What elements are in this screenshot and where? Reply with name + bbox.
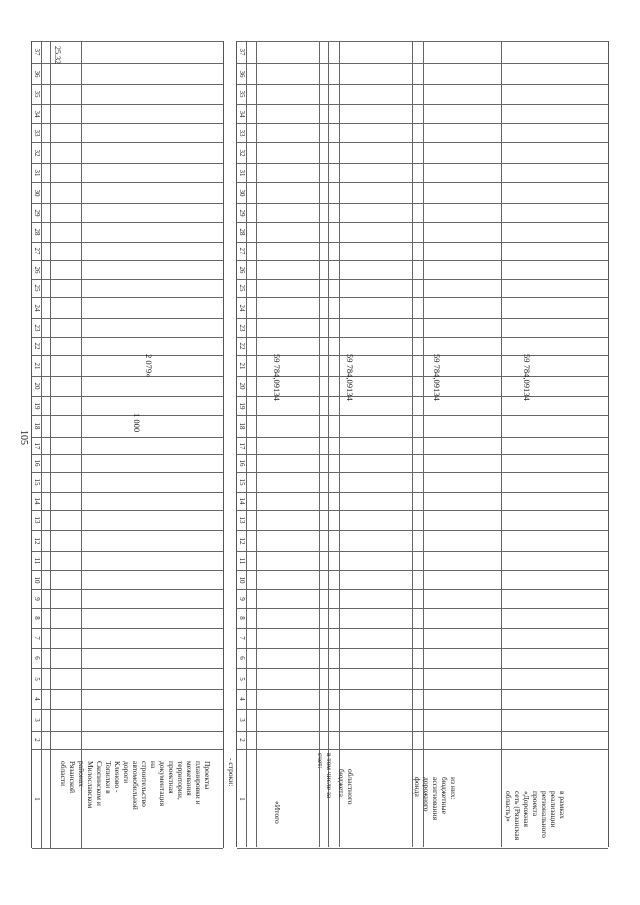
row-divider bbox=[237, 63, 608, 64]
column-number: 2 bbox=[33, 738, 41, 742]
column-number: 22 bbox=[33, 342, 41, 350]
row-divider bbox=[32, 530, 223, 531]
row-divider bbox=[32, 123, 223, 124]
row-divider bbox=[32, 260, 223, 261]
row-divider bbox=[237, 530, 608, 531]
row-divider bbox=[237, 608, 608, 609]
column-number: 6 bbox=[238, 656, 246, 660]
row-divider bbox=[32, 318, 223, 319]
column-number: 34 bbox=[33, 110, 41, 117]
row-divider bbox=[237, 396, 608, 397]
row-divider bbox=[32, 142, 223, 143]
column-number: 15 bbox=[238, 478, 246, 486]
row-divider bbox=[237, 709, 608, 710]
row-divider bbox=[32, 437, 223, 438]
column-number: 16 bbox=[238, 459, 246, 467]
column-number: 35 bbox=[33, 90, 41, 98]
column-number: 4 bbox=[33, 697, 41, 701]
column-number: 36 bbox=[238, 70, 246, 77]
column-number: 1 bbox=[33, 796, 41, 801]
column-number: 18 bbox=[33, 422, 41, 430]
column-number: 7 bbox=[33, 636, 41, 640]
column-number: 12 bbox=[238, 537, 246, 544]
row-name: Проекты планировки и межевания территории, проектная документация на строительство автомобильной дороги Кленово - Топилки в Скопинском и Милославском районах Рязанской области bbox=[59, 761, 212, 810]
column-number: 6 bbox=[33, 656, 41, 660]
column-number: 26 bbox=[238, 266, 246, 273]
col-divider bbox=[319, 41, 320, 847]
column-number: 19 bbox=[238, 402, 246, 409]
row-divider bbox=[32, 551, 223, 552]
row-divider bbox=[237, 297, 608, 298]
row-divider bbox=[32, 84, 223, 85]
col23-value: 2 079» bbox=[144, 354, 154, 378]
column-number: 20 bbox=[238, 382, 246, 390]
row-divider bbox=[32, 749, 223, 750]
column-number: 22 bbox=[238, 342, 246, 350]
column-number: 21 bbox=[238, 362, 246, 369]
row-divider bbox=[32, 648, 223, 649]
row-divider bbox=[32, 492, 223, 493]
col-divider bbox=[501, 41, 502, 847]
row-divider bbox=[32, 297, 223, 298]
row-project-name: в рамках реализации регионального проекта «Дорожная сеть (Рязанская область)» bbox=[504, 791, 567, 841]
column-number: 3 bbox=[238, 718, 246, 722]
row-divider bbox=[237, 492, 608, 493]
column-number: 33 bbox=[33, 129, 41, 136]
row-divider bbox=[237, 570, 608, 571]
column-number: 13 bbox=[33, 516, 41, 524]
column-number: 23 bbox=[33, 324, 41, 331]
row-divider bbox=[32, 279, 223, 280]
column-number: 27 bbox=[33, 247, 41, 255]
column-number: 29 bbox=[238, 209, 246, 216]
column-number: 17 bbox=[238, 442, 246, 449]
row-divider bbox=[237, 472, 608, 473]
column-number: 5 bbox=[238, 676, 246, 681]
column-number: 29 bbox=[33, 209, 41, 216]
row-divider bbox=[32, 222, 223, 223]
column-number: 1 bbox=[238, 796, 246, 801]
row-divider bbox=[237, 628, 608, 629]
row-divider bbox=[237, 163, 608, 164]
col20-value: 1 000 bbox=[132, 413, 142, 433]
column-number: 19 bbox=[33, 402, 41, 409]
column-number: 9 bbox=[33, 596, 41, 601]
column-number: 28 bbox=[238, 228, 246, 236]
row-divider bbox=[32, 608, 223, 609]
row-divider bbox=[32, 570, 223, 571]
row-divider bbox=[32, 337, 223, 338]
row-divider bbox=[32, 163, 223, 164]
row-divider bbox=[237, 668, 608, 669]
column-number: 2 bbox=[238, 738, 246, 742]
column-number: 25 bbox=[238, 284, 246, 292]
row-divider bbox=[32, 104, 223, 105]
column-number: 23 bbox=[238, 324, 246, 331]
row-regional-name: областного бюджета bbox=[337, 769, 355, 805]
stray-note: - строки: bbox=[227, 758, 236, 787]
column-number: 7 bbox=[238, 636, 246, 640]
row-road-fund-col23: 59 784,09134 bbox=[432, 354, 442, 401]
column-number: 32 bbox=[238, 149, 246, 156]
row-divider bbox=[237, 123, 608, 124]
row-divider bbox=[237, 260, 608, 261]
column-number: 16 bbox=[33, 459, 41, 467]
column-number: 32 bbox=[33, 149, 41, 156]
col-divider bbox=[246, 41, 247, 847]
row-divider bbox=[237, 551, 608, 552]
column-number: 14 bbox=[33, 497, 41, 505]
column-number: 34 bbox=[238, 110, 246, 117]
row-divider bbox=[237, 279, 608, 280]
row-divider bbox=[32, 689, 223, 690]
row-divider bbox=[32, 510, 223, 511]
row-divider bbox=[32, 376, 223, 377]
column-number: 3 bbox=[33, 718, 41, 722]
column-number: 37 bbox=[238, 48, 246, 56]
column-number: 17 bbox=[33, 442, 41, 449]
column-number: 15 bbox=[33, 478, 41, 486]
column-number: 24 bbox=[238, 304, 246, 311]
row-including-name: в том числе за счет: bbox=[316, 753, 334, 799]
column-number: 13 bbox=[238, 516, 246, 524]
column-number: 18 bbox=[238, 422, 246, 430]
row-divider bbox=[32, 203, 223, 204]
column-number: 27 bbox=[238, 247, 246, 255]
col-divider bbox=[412, 41, 413, 847]
row-divider bbox=[32, 472, 223, 473]
column-number: 30 bbox=[238, 189, 246, 196]
column-number: 8 bbox=[238, 616, 246, 620]
col-divider bbox=[339, 41, 340, 847]
row-divider bbox=[237, 318, 608, 319]
column-number: 10 bbox=[238, 576, 246, 583]
column-number: 31 bbox=[33, 169, 41, 176]
column-number: 31 bbox=[238, 169, 246, 176]
column-number: 12 bbox=[33, 537, 41, 544]
row-divider bbox=[237, 41, 608, 42]
col-divider bbox=[328, 41, 329, 847]
row-divider bbox=[237, 589, 608, 590]
row-divider bbox=[32, 589, 223, 590]
row-divider bbox=[237, 182, 608, 183]
row-divider bbox=[32, 454, 223, 455]
row-divider bbox=[237, 510, 608, 511]
row-road-fund-name: из них: бюджетные ассигнования дорожного фонда bbox=[413, 777, 458, 821]
column-number: 11 bbox=[238, 557, 246, 564]
row-divider bbox=[32, 848, 223, 849]
column-number: 21 bbox=[33, 362, 41, 369]
column-number: 28 bbox=[33, 228, 41, 236]
row-divider bbox=[237, 749, 608, 750]
column-number: 37 bbox=[33, 48, 41, 56]
column-number: 26 bbox=[33, 266, 41, 273]
row-divider bbox=[237, 376, 608, 377]
right-table bbox=[236, 41, 609, 847]
column-number: 36 bbox=[33, 70, 41, 77]
row-divider bbox=[32, 415, 223, 416]
left-table: 1 2 3 4 5 6 7 8 9 10 11 12 13 14 15 16 17 18 19 20 21 22 23 24 25 26 27 28 29 30 31 32 33 34 35 36 37 25.32 Проекты планировки и межевания территории, проектная документация на строительство автомобильной дороги Кленово - Топилки в Скопинском и Милославском районах Рязанской области 1 000 2 079» bbox=[31, 41, 224, 848]
column-number: 14 bbox=[238, 497, 246, 505]
row-divider bbox=[32, 41, 223, 42]
column-number: 30 bbox=[33, 189, 41, 196]
row-divider bbox=[32, 709, 223, 710]
row-regional-col23: 59 784,09134 bbox=[345, 354, 355, 401]
row-divider bbox=[237, 355, 608, 356]
column-number: 9 bbox=[238, 596, 246, 601]
row-divider bbox=[237, 848, 608, 849]
column-number: 11 bbox=[33, 557, 41, 564]
col-divider bbox=[256, 41, 257, 847]
row-divider bbox=[237, 242, 608, 243]
row-total-name: «Итого bbox=[273, 801, 282, 824]
row-divider bbox=[237, 689, 608, 690]
row-divider bbox=[237, 84, 608, 85]
row-divider bbox=[237, 203, 608, 204]
row-divider bbox=[237, 415, 608, 416]
row-divider bbox=[237, 648, 608, 649]
row-total-col23: 59 784,09134 bbox=[272, 354, 282, 401]
row-project-col23: 59 784,09134 bbox=[522, 354, 532, 401]
row-divider bbox=[237, 142, 608, 143]
row-divider bbox=[237, 222, 608, 223]
column-number: 20 bbox=[33, 382, 41, 390]
row-divider bbox=[32, 731, 223, 732]
row-divider bbox=[237, 731, 608, 732]
column-number: 35 bbox=[238, 90, 246, 98]
row-divider bbox=[32, 182, 223, 183]
row-divider bbox=[237, 104, 608, 105]
column-number: 5 bbox=[33, 676, 41, 681]
column-number: 8 bbox=[33, 616, 41, 620]
row-divider bbox=[237, 337, 608, 338]
column-number: 25 bbox=[33, 284, 41, 292]
column-number: 10 bbox=[33, 576, 41, 583]
row-divider bbox=[32, 242, 223, 243]
row-divider bbox=[237, 437, 608, 438]
row-divider bbox=[237, 454, 608, 455]
page-number: 105 bbox=[18, 430, 29, 445]
col-divider bbox=[423, 41, 424, 847]
row-divider bbox=[32, 355, 223, 356]
column-number: 4 bbox=[238, 697, 246, 701]
column-number: 33 bbox=[238, 129, 246, 136]
row-divider bbox=[32, 396, 223, 397]
column-number: 24 bbox=[33, 304, 41, 311]
row-divider bbox=[32, 628, 223, 629]
row-divider bbox=[32, 668, 223, 669]
